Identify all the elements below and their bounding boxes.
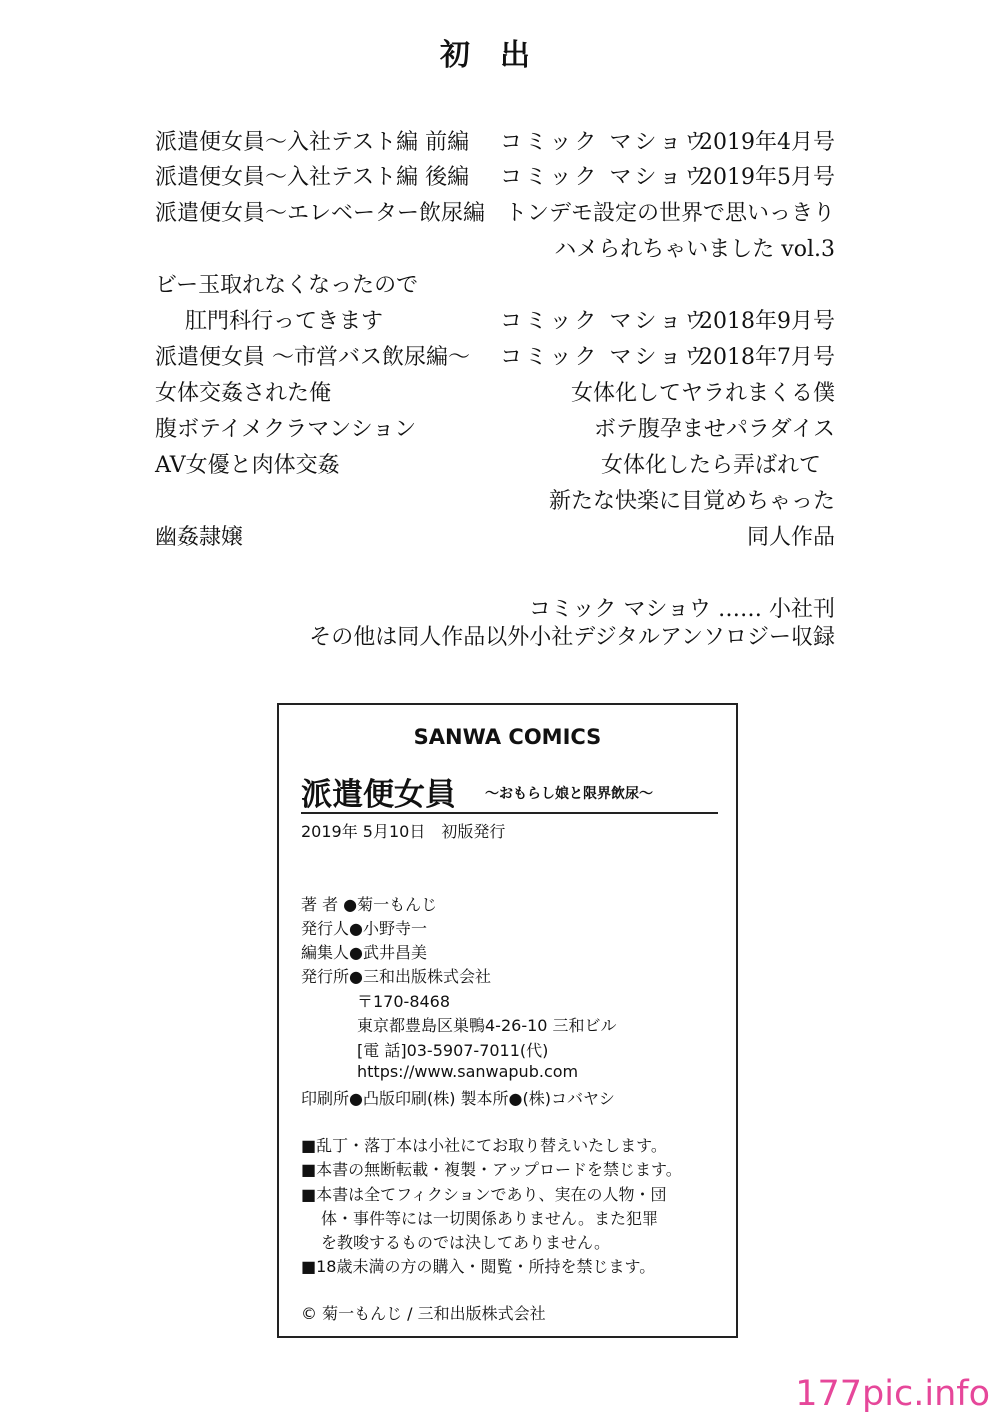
list-item <box>155 125 835 161</box>
author-line: 著 者 ●菊一もんじ <box>301 895 438 914</box>
warning-line: ■本書の無断転載・複製・アップロードを禁じます。 <box>301 1160 682 1179</box>
list-item <box>155 340 835 376</box>
book-subtitle: ～おもらし娘と限界飲尿～ <box>485 786 653 802</box>
printer-line: 印刷所●凸版印刷(株) 製本所●(株)コバヤシ <box>301 1089 615 1108</box>
work-title: 幽姦隷嬢 <box>155 525 244 550</box>
work-title: ビー玉取れなくなったので <box>155 273 419 298</box>
work-issue: 2019年5月号 <box>699 165 835 190</box>
publication-date: 2019年 5月10日 初版発行 <box>301 822 506 841</box>
warning-line: を教唆するものでは決してありません。 <box>321 1233 610 1252</box>
work-publisher: コミック マショウ <box>500 130 710 155</box>
work-issue: 2018年7月号 <box>699 345 835 370</box>
work-issue: 2018年9月号 <box>699 309 835 334</box>
list-item <box>155 268 835 304</box>
list-item <box>155 520 835 556</box>
work-title: 女体交姦された俺 <box>155 381 332 406</box>
work-publisher: コミック マショウ <box>500 309 710 334</box>
publisher-note: コミック マショウ …… 小社刊 <box>528 597 835 622</box>
work-source: 女体化してヤラれまくる僕 <box>570 381 835 406</box>
phone-line: [電 話]03-5907-7011(代) <box>357 1041 549 1060</box>
work-title: 肛門科行ってきます <box>185 309 384 334</box>
list-item <box>155 196 835 232</box>
anthology-note: その他は同人作品以外小社デジタルアンソロジー収録 <box>309 625 835 650</box>
watermark-text: 177pic.info <box>795 1374 990 1414</box>
page-heading: 初出 <box>440 38 560 73</box>
postal-code: 〒170-8468 <box>357 992 451 1011</box>
work-title: 派遣便女員～エレベーター飲尿編 <box>155 201 486 226</box>
list-item-continued <box>155 232 835 268</box>
list-item <box>155 448 835 484</box>
website-url: https://www.sanwapub.com <box>357 1062 579 1081</box>
work-source: ボテ腹孕ませパラダイス <box>593 417 835 442</box>
book-title: 派遣便女員 <box>301 777 456 813</box>
list-item <box>155 412 835 448</box>
work-title: AV女優と肉体交姦 <box>155 453 340 478</box>
title-rule <box>301 812 718 814</box>
publisher-company-line: 発行所●三和出版株式会社 <box>301 967 491 986</box>
copyright-line: © 菊一もんじ / 三和出版株式会社 <box>301 1304 546 1323</box>
warning-line: ■本書は全てフィクションであり、実在の人物・団 <box>301 1185 667 1204</box>
work-title: 腹ボテイメクラマンション <box>155 417 417 442</box>
brand-label: SANWA COMICS <box>413 725 602 749</box>
warning-line: 体・事件等には一切関係ありません。また犯罪 <box>321 1209 658 1228</box>
work-issue: 2019年4月号 <box>699 130 835 155</box>
list-item <box>155 376 835 412</box>
work-publisher: コミック マショウ <box>500 345 710 370</box>
editor-line: 編集人●武井昌美 <box>301 943 427 962</box>
work-title: 派遣便女員～入社テスト編 前編 <box>155 130 470 155</box>
work-title: 派遣便女員～入社テスト編 後編 <box>155 165 470 190</box>
work-publisher: コミック マショウ <box>500 165 710 190</box>
work-source: トンデモ設定の世界で思いっきり <box>504 201 835 226</box>
address-line: 東京都豊島区巣鴨4-26-10 三和ビル <box>357 1016 617 1035</box>
work-source: 女体化したら弄ばれて <box>600 453 821 478</box>
warning-line: ■18歳未満の方の購入・閲覧・所持を禁じます。 <box>301 1257 656 1276</box>
warning-line: ■乱丁・落丁本は小社にてお取り替えいたします。 <box>301 1136 667 1155</box>
colophon-box <box>277 703 738 1338</box>
list-item-continued <box>155 484 835 520</box>
work-source: 新たな快楽に目覚めちゃった <box>548 489 835 514</box>
work-source: 同人作品 <box>746 525 835 550</box>
list-item-continued <box>155 304 835 340</box>
work-source: ハメられちゃいました vol.3 <box>554 237 835 262</box>
work-title: 派遣便女員 ～市営バス飲尿編～ <box>155 345 470 370</box>
list-item <box>155 160 835 196</box>
publisher-person-line: 発行人●小野寺一 <box>301 919 427 938</box>
